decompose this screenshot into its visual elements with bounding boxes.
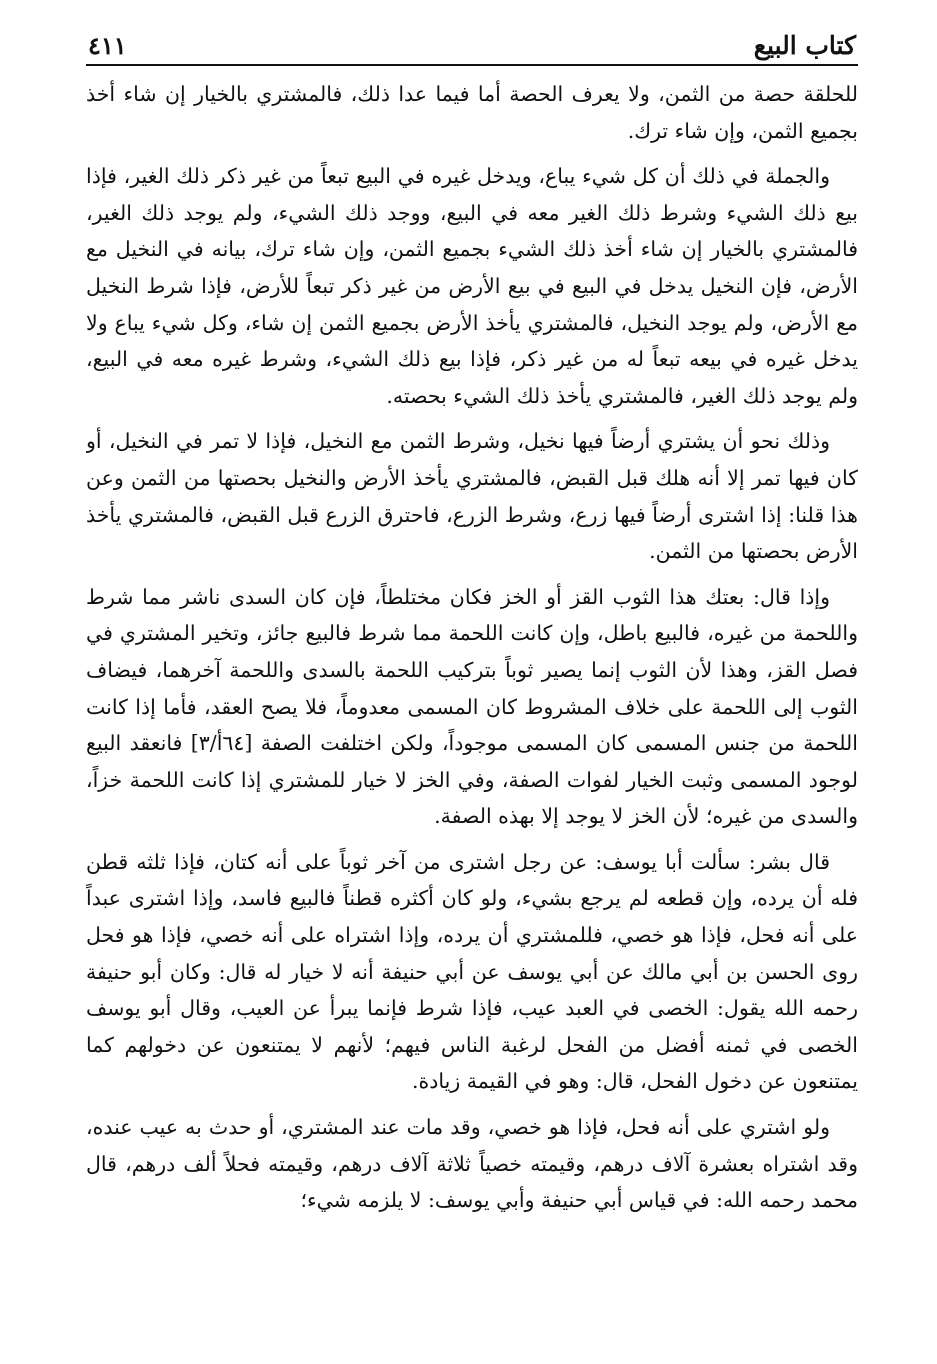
- paragraph: وذلك نحو أن يشتري أرضاً فيها نخيل، وشرط الثمن مع النخيل، فإذا لا تمر في النخيل، أو كان فيها تمر إلا أنه هلك قبل القبض، فالمشتري يأخذ الأرض والنخيل بحصتها من الثمن وعن هذا قلنا: إذا اشترى أرضاً فيها زرع، وشرط الزرع، فاحترق الزرع قبل القبض، فالمشتري يأخذ الأرض بحصتها من الثمن.: [86, 429, 858, 564]
- paragraph: قال بشر: سألت أبا يوسف: عن رجل اشترى من آخر ثوباً على أنه كتان، فإذا ثلثه قطن فله أن يرده، وإن قطعه لم يرجع بشيء، ولو كان أكثره قطناً فالبيع فاسد، وإذا اشترى عبداً على أنه فحل، فإذا هو خصي، فللمشتري أن يرده، وإذا اشتراه على أنه خصي، فإذا هو فحل روى الحسن بن أبي مالك عن أبي يوسف عن أبي حنيفة أنه لا خيار له قال: وكان أبو حنيفة رحمه الله يقول: الخصى في العبد عيب، فإذا شرط فإنما يبرأ عن العيب، وقال أبو يوسف الخصى في ثمنه أفضل من الفحل لرغبة الناس فيهم؛ لأنهم لا يمتنعون عن دخولهم كما يمتنعون عن دخول الفحل، قال: وهو في القيمة زيادة.: [86, 849, 858, 1094]
- book-page: [86, 22, 858, 1352]
- paragraph: للحلقة حصة من الثمن، ولا يعرف الحصة أما فيما عدا ذلك، فالمشتري بالخيار إن شاء أخذ بجميع الثمن، وإن شاء ترك.: [86, 82, 858, 143]
- running-header: [86, 22, 858, 66]
- chapter-title: كتاب البيع: [753, 31, 856, 60]
- paragraph: والجملة في ذلك أن كل شيء يباع، ويدخل غيره في البيع تبعاً من غير ذكر ذلك الغير، فإذا بيع ذلك الشيء وشرط ذلك الغير معه في البيع، ووجد ذلك الشيء، ولم يوجد ذلك الغير، فالمشتري بالخيار إن شاء أخذ ذلك الشيء بجميع الثمن، وإن شاء ترك، بيانه في النخيل مع الأرض، فإن النخيل يدخل في البيع في بيع الأرض من غير ذكر تبعاً للأرض، فإذا شرط النخيل مع الأرض، ولم يوجد النخيل، فالمشتري يأخذ الأرض بجميع الثمن إن شاء، وكل شيء يباع ولا يدخل غيره في بيعه تبعاً له من غير ذكر، فإذا بيع ذلك الشيء، وشرط غيره معه في البيع، ولم يوجد ذلك الغير، فالمشتري يأخذ ذلك الشيء بحصته.: [86, 164, 858, 408]
- paragraph: وإذا قال: بعتك هذا الثوب القز أو الخز فكان مختلطاً، فإن كان السدى ناشر مما شرط واللحمة من غيره، فالبيع باطل، وإن كانت اللحمة مما شرط فالبيع جائز، وتخير المشتري في فصل القز، وهذا لأن الثوب إنما يصير ثوباً بتركيب اللحمة بالسدى واللحمة آخرهما، فيضاف الثوب إلى اللحمة على خلاف المشروط كان المسمى معدوماً، فلا يصح العقد، فأما إذا كانت اللحمة من جنس المسمى كان المسمى موجوداً، ولكن اختلفت الصفة [٦٤أ/٣] فانعقد البيع لوجود المسمى وثبت الخيار لفوات الصفة، وفي الخز لا خيار للمشتري إذا كانت اللحمة خزاً، والسدى من غيره؛ لأن الخز لا يوجد إلا بهذه الصفة.: [86, 584, 858, 829]
- body-text: [86, 76, 858, 1219]
- page-number: ٤١١: [88, 31, 127, 60]
- paragraph: ولو اشتري على أنه فحل، فإذا هو خصي، وقد مات عند المشتري، أو حدث به عيب عنده، وقد اشتراه بعشرة آلاف درهم، وقيمته خصياً ثلاثة آلاف درهم، وقيمته فحلاً ألف درهم، قال محمد رحمه الله: في قياس أبي حنيفة وأبي يوسف: لا يلزمه شيء؛: [86, 1115, 858, 1213]
